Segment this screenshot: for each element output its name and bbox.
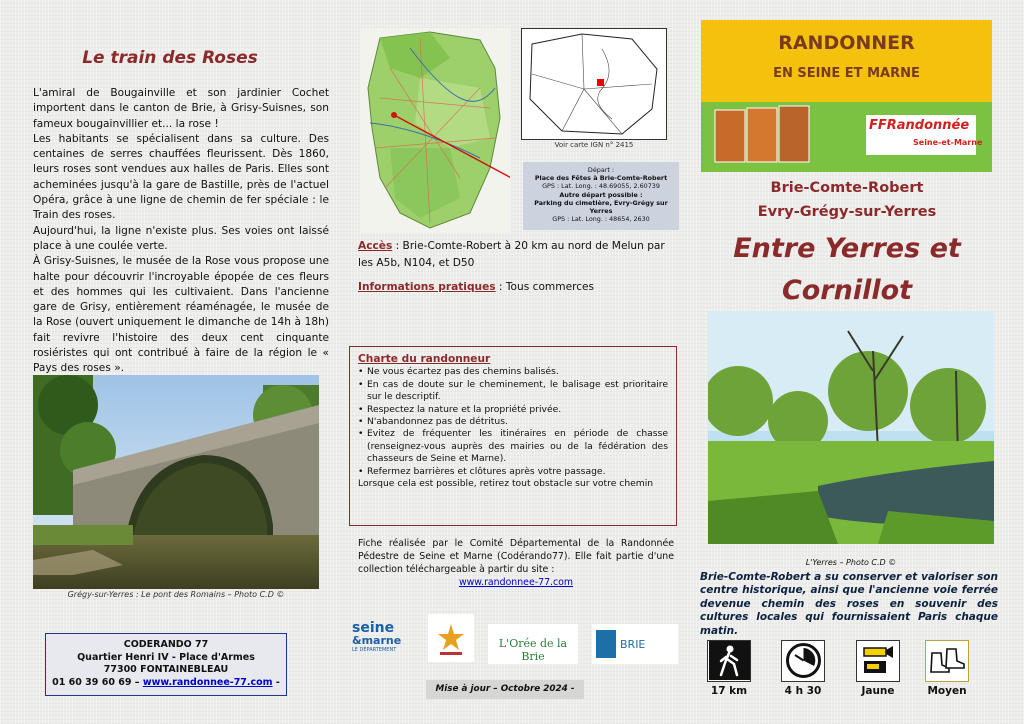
right-description: Brie-Comte-Robert a su conserver et valoriser son centre historique, ainsi que l'ancienne voie ferrée devenue chemin des roses en souvenir des cultures locales qui fournissaient Paris chaque matin. (700, 571, 998, 637)
depart-place: Place des Fêtes à Brie-Comte-Robert (534, 174, 668, 183)
banner-title: RANDONNER (778, 32, 915, 54)
logo-text: L'Orée de la Brie (498, 637, 568, 663)
river-photo (708, 311, 994, 544)
logo-text: &marne (352, 634, 402, 647)
alt-depart-label: Autre départ possible : (559, 190, 643, 199)
level-stat (922, 640, 972, 697)
charte-footer: Lorsque cela est possible, retirez tout obstacle sur votre chemin (358, 478, 654, 490)
list-item: • Ne vous écartez pas des chemins balisés. (358, 366, 668, 378)
duration-value: 4 h 30 (784, 685, 822, 697)
contact-address2: 77300 FONTAINEBLEAU (103, 664, 229, 675)
ign-caption: Voir carte IGN n° 2415 (554, 141, 634, 149)
seine-et-marne-logo (352, 622, 416, 664)
logo-text: seine (352, 620, 395, 636)
left-text (33, 86, 329, 377)
left-title: Le train des Roses (82, 48, 258, 68)
ffrandonnee-logo: FFRandonnée (869, 118, 970, 133)
ign-map (521, 28, 667, 140)
right-panel (682, 0, 1024, 724)
contact-box (45, 633, 287, 696)
depart-label: Départ : (587, 166, 615, 174)
acces-label: Accès (358, 240, 393, 252)
department-map (360, 28, 510, 233)
charte-title: Charte du randonneur (358, 353, 491, 365)
infos-section (358, 281, 676, 293)
acces-section (358, 238, 676, 272)
duration-stat (778, 640, 828, 697)
list-item: • Refermez barrières et clôtures après votre passage. (358, 466, 668, 478)
hiker-icon (707, 640, 751, 682)
alt-depart-place: Parking du cimetière, Evry-Grégy sur Yerres (534, 198, 668, 216)
ffrandonnee-sub: Seine-et-Marne (913, 138, 983, 147)
river-caption: L'Yerres – Photo C.D © (805, 558, 897, 567)
brie-logo (592, 624, 678, 664)
paragraph: Aujourd'hui, la ligne n'existe plus. Ses voies ont laissé place à une coulée verte. (33, 224, 329, 252)
town-crest-logo (428, 614, 474, 662)
trail-marker-icon (856, 640, 900, 682)
paragraph: L'amiral de Bougainville et son jardinier Cochet importent dans le canton de Brie, à Grisy-Suisnes, son fameux bougainvillier et... la rose ! (33, 87, 329, 130)
contact-phone: 01 60 39 60 69 – (52, 676, 143, 688)
hike-title (682, 228, 1012, 312)
bridge-caption: Grégy-sur-Yerres : Le pont des Romains – Photo C.D © (67, 590, 285, 599)
contact-trail: - (272, 676, 280, 688)
logo-text: LE DÉPARTEMENT (352, 647, 397, 653)
list-item: • En cas de doute sur le cheminement, le balisage est prioritaire sur le descriptif. (358, 379, 668, 404)
partner-logos (352, 614, 680, 670)
infos-text: : Tous commerces (495, 281, 595, 293)
town-name-2: Evry-Grégy-sur-Yerres (757, 204, 937, 220)
randonner-banner (701, 20, 992, 172)
fiche-description: Fiche réalisée par le Comité Départemental de la Randonnée Pédestre de Seine et Marne (Codérando77). Elle fait partie d'une collection téléchargeable à partir du site : (358, 538, 674, 575)
paragraph: À Grisy-Suisnes, le musée de la Rose vous propose une halte pour découvrir l'incroyable épopée de ces fleurs et des hommes qui les cultivaient. Dans l'ancienne gare de Grisy, entièrement réaménagée, le musée de la Rose (ouvert uniquement le dimanche de 14h à 18h) fait revivre l'histoire des deux cent cinquante rosiéristes qui ont contribué à faire de la région le « Pays des roses ». (33, 255, 329, 375)
depart-box (523, 162, 679, 230)
boots-icon (925, 640, 969, 682)
list-item: • N'abandonnez pas de détritus. (358, 416, 668, 428)
charte-list (358, 366, 668, 478)
clock-icon (781, 640, 825, 682)
update-date: Mise à jour – Octobre 2024 - (426, 680, 584, 699)
distance-value: 17 km (710, 685, 748, 697)
charte-box (349, 346, 677, 526)
color-stat (853, 640, 903, 697)
list-item: • Evitez de fréquenter les itinéraires en période de chasse (renseignez-vous auprès des mairies ou de la fédération des chasseurs de Seine et Marne). (358, 428, 668, 465)
left-panel (0, 0, 340, 724)
depart-gps1: GPS : Lat. Long. : 48.69055, 2.60739 (542, 182, 660, 191)
depart-gps2: GPS : Lat. Long. : 48654, 2630 (552, 215, 650, 224)
color-value: Jaune (861, 685, 895, 697)
oree-de-la-brie-logo (488, 624, 578, 664)
distance-stat (704, 640, 754, 697)
contact-name: CODERANDO 77 (123, 639, 209, 650)
fiche-website-link[interactable]: www.randonnee-77.com (458, 577, 574, 588)
paragraph: Les habitants se spécialisent dans sa culture. Des centaines de serres chauffées fleurissent. Dès 1860, leurs roses sont vendues aux halles de Paris. Elles sont acheminées jusqu'à la gare de Bastille, près de l'actuel Opéra, grâce à une ligne de chemin de fer spéciale : le Train des roses. (33, 132, 329, 222)
logo-text: BRIE (620, 638, 646, 651)
contact-website-link[interactable]: www.randonnee-77.com (142, 676, 273, 688)
fiche-text (358, 537, 674, 589)
middle-panel (340, 0, 682, 724)
town-name-1: Brie-Comte-Robert (770, 180, 924, 196)
acces-text: : Brie-Comte-Robert à 20 km au nord de Melun par les A5b, N104, et D50 (358, 240, 665, 269)
infos-label: Informations pratiques (358, 281, 496, 293)
contact-line (46, 677, 286, 690)
banner-subtitle: EN SEINE ET MARNE (773, 66, 920, 81)
level-value: Moyen (927, 685, 967, 697)
bridge-photo (33, 375, 319, 589)
list-item: • Respectez la nature et la propriété privée. (358, 404, 668, 416)
hike-title-line2: Cornillot (781, 275, 913, 306)
hike-title-line1: Entre Yerres et (733, 233, 961, 264)
contact-address1: Quartier Henri IV - Place d'Armes (77, 651, 255, 663)
